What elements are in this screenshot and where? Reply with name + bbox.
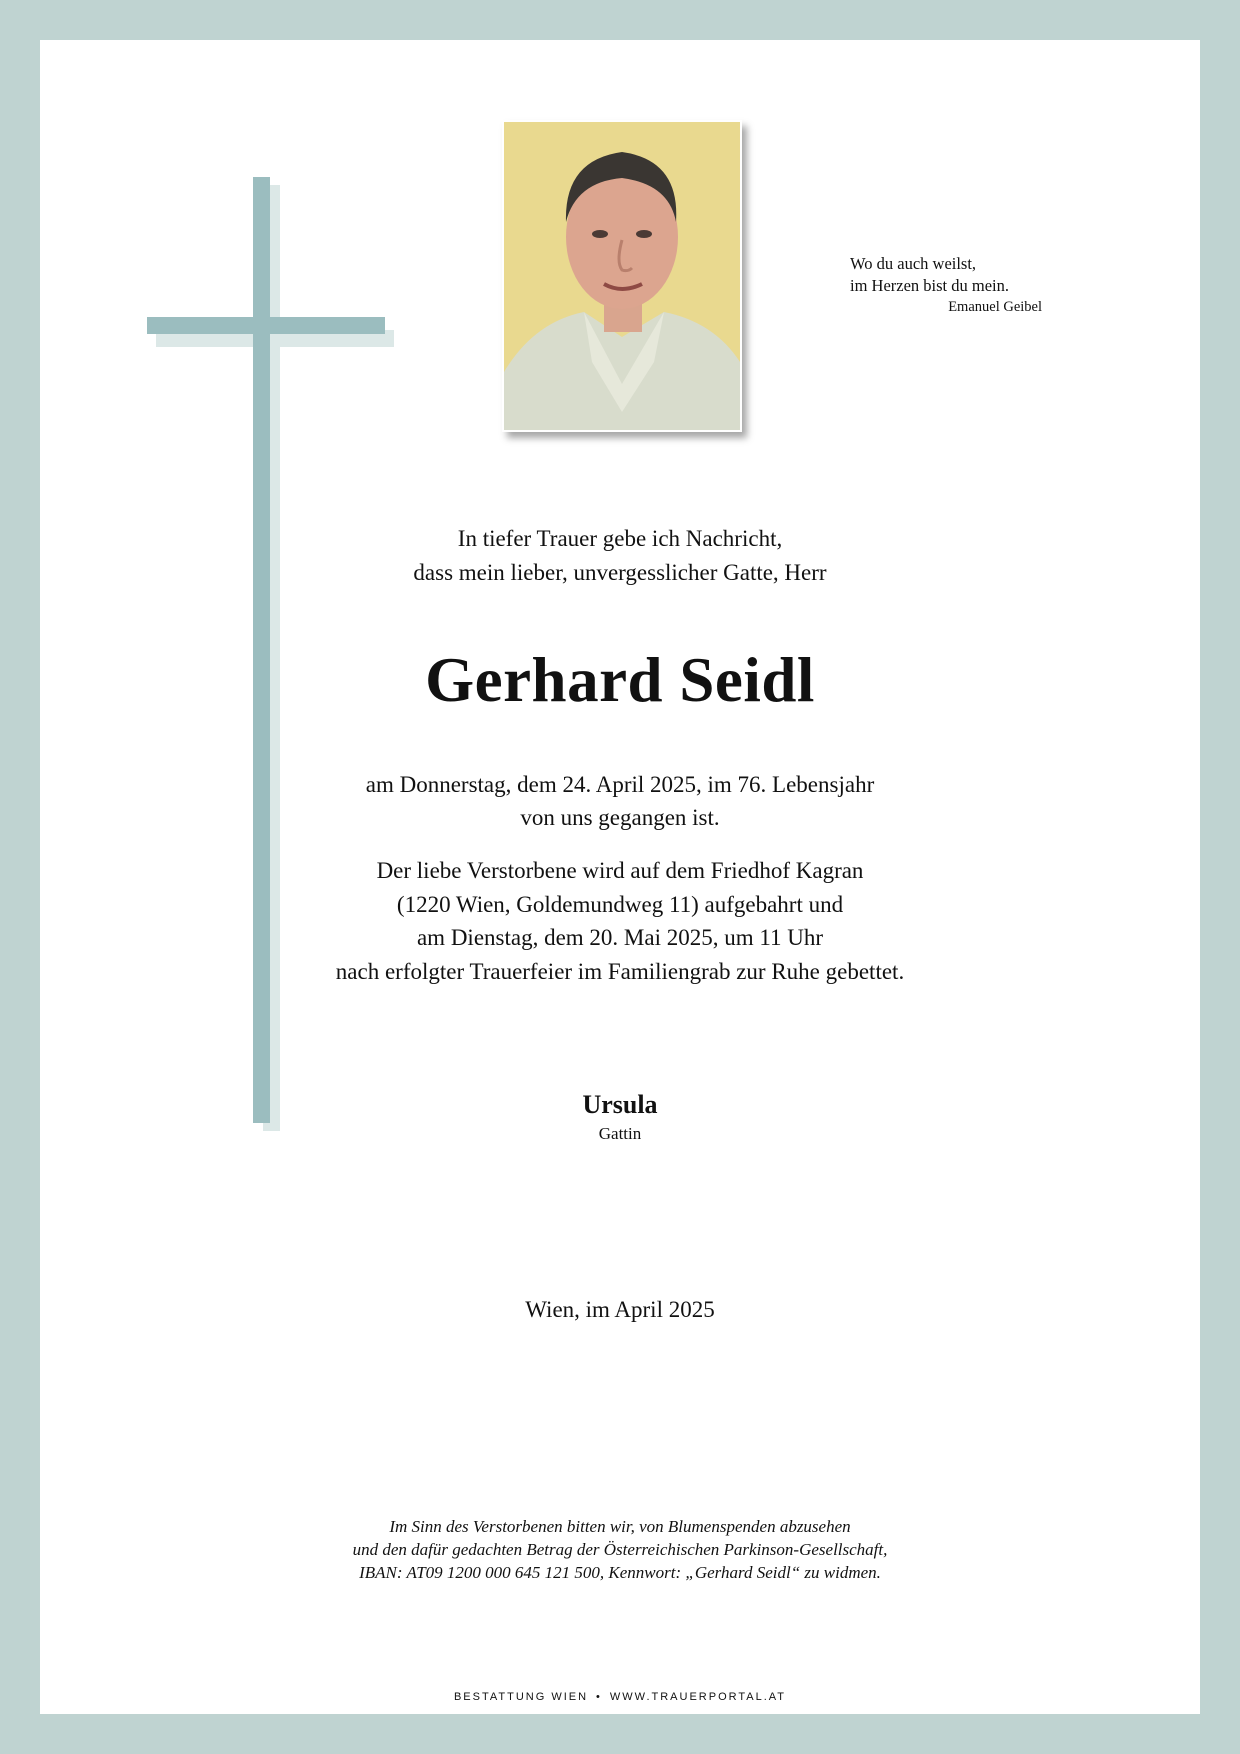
obituary-card: [40, 40, 1200, 1714]
portrait-illustration: [504, 122, 740, 430]
cross-bar: [147, 317, 385, 334]
donation-note: [40, 1515, 1200, 1584]
place-date: Wien, im April 2025: [525, 1297, 715, 1322]
donation-line: Im Sinn des Verstorbenen bitten wir, von Blumenspenden abzusehen: [389, 1517, 851, 1536]
funeral-line: Der liebe Verstorbene wird auf dem Friedhof Kagran: [376, 858, 864, 883]
footer: [40, 1690, 1200, 1704]
donation-line: IBAN: AT09 1200 000 645 121 500, Kennwort: „Gerhard Seidl“ zu widmen.: [359, 1563, 881, 1582]
quote-line: im Herzen bist du mein.: [850, 276, 1010, 295]
signer-name: Ursula: [582, 1090, 658, 1119]
footer-website: WWW.TRAUERPORTAL.AT: [609, 1691, 787, 1703]
quote-line: Wo du auch weilst,: [850, 254, 977, 273]
funeral-line: (1220 Wien, Goldemundweg 11) aufgebahrt und: [396, 891, 844, 917]
death-notice-line: am Donnerstag, dem 24. April 2025, im 76. Lebensjahr: [365, 772, 875, 797]
funeral-line: nach erfolgter Trauerfeier im Familiengrab zur Ruhe gebettet.: [335, 958, 905, 984]
memorial-quote: [850, 253, 1042, 317]
death-notice: [40, 768, 1200, 834]
footer-company: BESTATTUNG WIEN: [453, 1691, 589, 1703]
death-notice-line: von uns gegangen ist.: [520, 805, 720, 830]
intro-line: dass mein lieber, unvergesslicher Gatte, Herr: [413, 560, 827, 585]
deceased-name: Gerhard Seidl: [425, 645, 815, 715]
quote-author: Emanuel Geibel: [948, 299, 1042, 315]
donation-line: und den dafür gedachten Betrag der Österreichischen Parkinson-Gesellschaft,: [352, 1540, 888, 1559]
funeral-details: [40, 854, 1200, 988]
portrait-photo: [502, 120, 742, 432]
signer-relation: Gattin: [598, 1124, 642, 1143]
intro-line: In tiefer Trauer gebe ich Nachricht,: [457, 526, 783, 551]
funeral-line: am Dienstag, dem 20. Mai 2025, um 11 Uhr: [416, 925, 824, 950]
footer-separator: •: [596, 1691, 602, 1703]
intro-text: [40, 522, 1200, 590]
